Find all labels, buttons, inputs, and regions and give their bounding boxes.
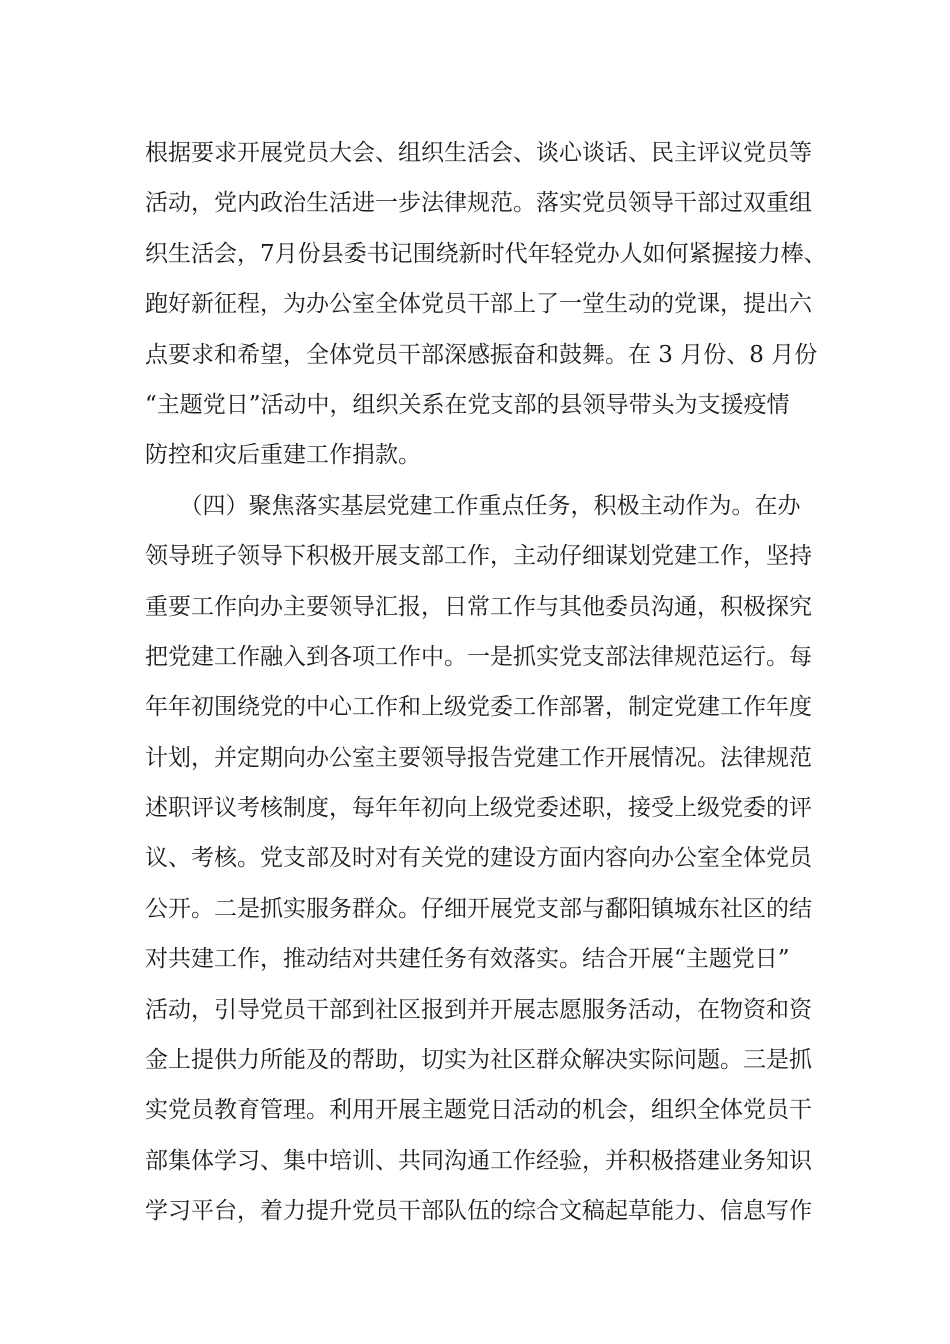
text-line: 议、考核。党支部及时对有关党的建设方面内容向办公室全体党员 — [145, 845, 812, 872]
text-line: 金上提供力所能及的帮助，切实为社区群众解决实际问题。三是抓 — [145, 1047, 812, 1074]
text-line: 计划，并定期向办公室主要领导报告党建工作开展情况。法律规范 — [145, 744, 812, 771]
text-line: 点要求和希望，全体党员干部深感振奋和鼓舞。在 3 月份、8 月份 — [145, 341, 818, 368]
text-line: 领导班子领导下积极开展支部工作，主动仔细谋划党建工作，坚持 — [145, 543, 812, 570]
text-line — [145, 1237, 835, 1287]
text-line: 实党员教育管理。利用开展主题党日活动的机会，组织全体党员干 — [145, 1097, 812, 1124]
text-line: 把党建工作融入到各项工作中。一是抓实党支部法律规范运行。每 — [145, 643, 812, 670]
text-line: 重要工作向办主要领导汇报，日常工作与其他委员沟通，积极探究 — [145, 593, 812, 620]
text-line: 防控和灾后重建工作捐款。 — [145, 442, 421, 469]
text-line: 织生活会，7月份县委书记围绕新时代年轻党办人如何紧握接力棒、 — [145, 240, 827, 267]
text-line: 年年初围绕党的中心工作和上级党委工作部署，制定党建工作年度 — [145, 694, 812, 721]
text-line: 对共建工作，推动结对共建任务有效落实。结合开展“主题党日” — [145, 946, 790, 973]
paragraph-2 — [145, 481, 835, 1287]
text-line: 学习平台，着力提升党员干部队伍的综合文稿起草能力、信息写作 — [145, 1198, 812, 1225]
text-line: 公开。二是抓实服务群众。仔细开展党支部与鄱阳镇城东社区的结 — [145, 895, 812, 922]
document-body — [145, 128, 835, 1287]
text-line: 活动，党内政治生活进一步法律规范。落实党员领导干部过双重组 — [145, 190, 812, 217]
text-line: “主题党日”活动中，组织关系在党支部的县领导带头为支援疫情 — [145, 391, 790, 418]
text-line: 跑好新征程，为办公室全体党员干部上了一堂生动的党课，提出六 — [145, 291, 812, 318]
paragraph-1 — [145, 128, 835, 481]
text-line: 部集体学习、集中培训、共同沟通工作经验，并积极搭建业务知识 — [145, 1147, 812, 1174]
text-line: （四）聚焦落实基层党建工作重点任务，积极主动作为。在办 — [145, 492, 801, 519]
text-line: 根据要求开展党员大会、组织生活会、谈心谈话、民主评议党员等 — [145, 140, 812, 166]
text-line: 述职评议考核制度，每年年初向上级党委述职，接受上级党委的评 — [145, 795, 812, 822]
text-line: 活动，引导党员干部到社区报到并开展志愿服务活动，在物资和资 — [145, 996, 812, 1023]
